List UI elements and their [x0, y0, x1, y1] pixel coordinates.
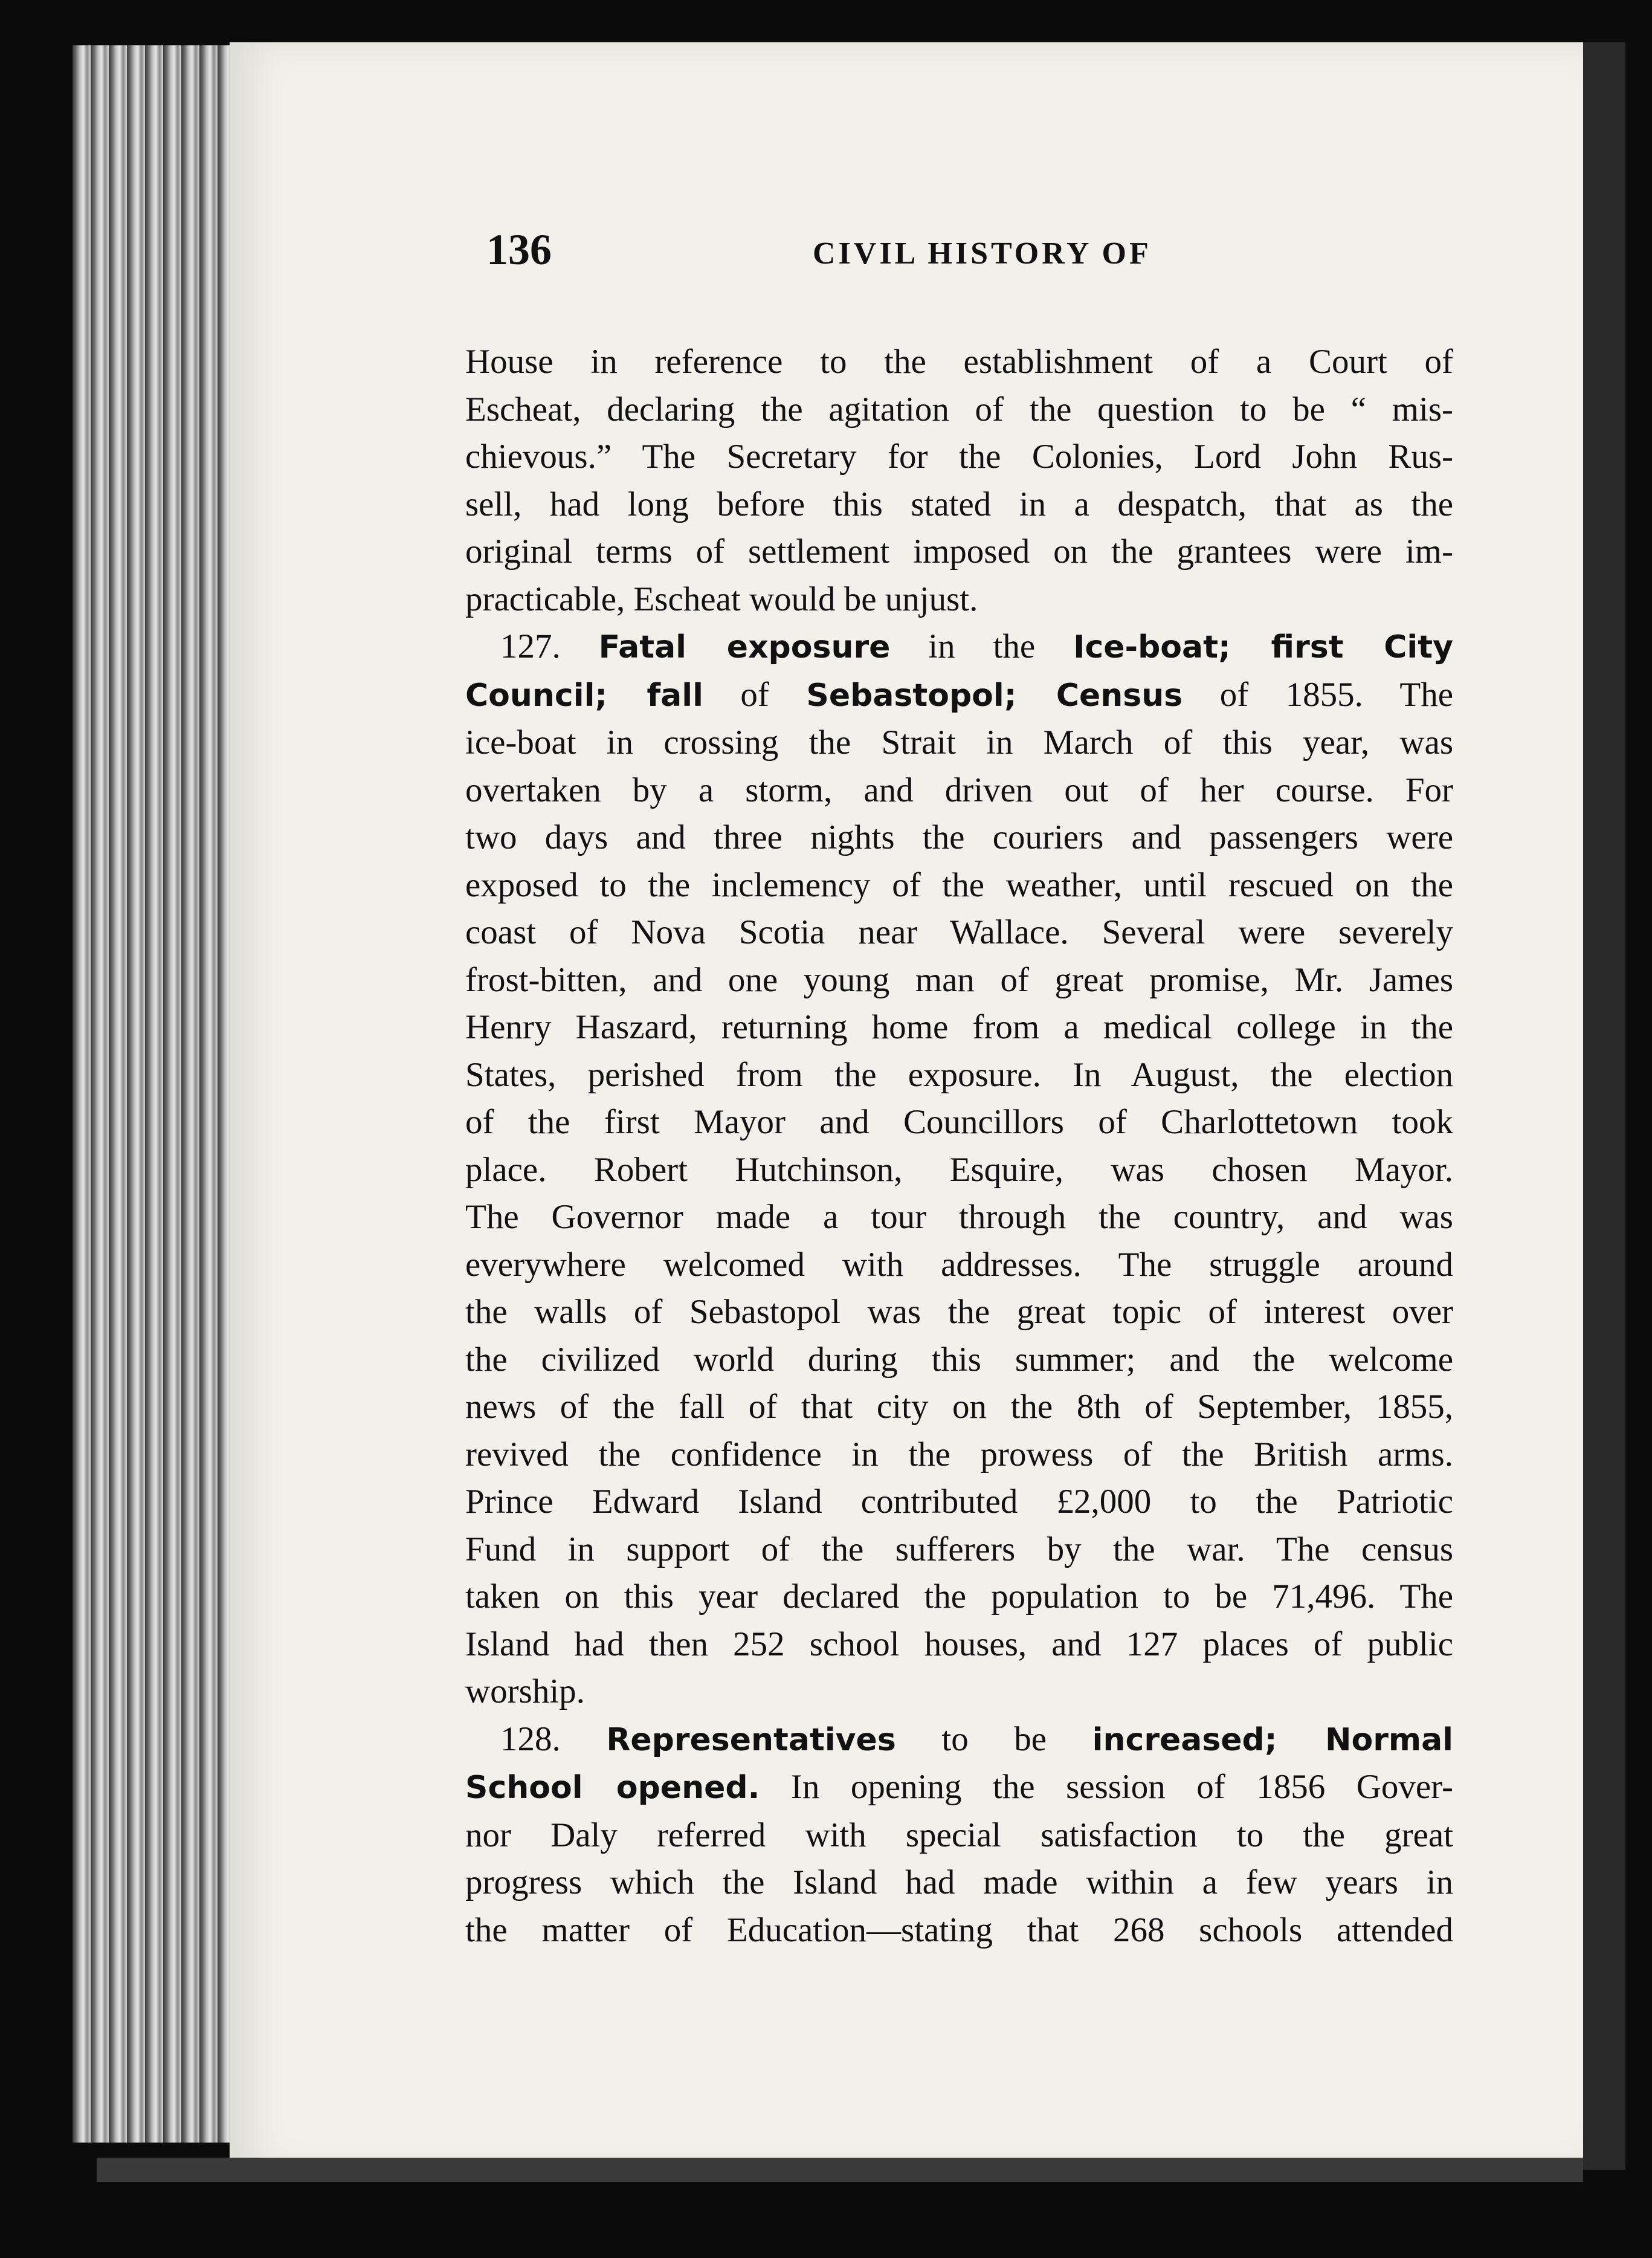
text-line: ice-boat in crossing the Strait in March of this year, was — [465, 723, 1453, 762]
text-line: Henry Haszard, returning home from a medical college in the — [465, 1008, 1453, 1046]
text-line: worship. — [465, 1672, 585, 1710]
text-line: news of the fall of that city on the 8th of September, 1855, — [465, 1388, 1453, 1426]
text-run: to be — [895, 1719, 1092, 1758]
section-number: 127. — [500, 627, 561, 665]
section-heading-sebastopol: Sebastopol; Census — [806, 677, 1183, 714]
text-line: everywhere welcomed with addresses. The struggle around — [465, 1245, 1453, 1284]
text-line: House in reference to the establishment of a Court of — [465, 343, 1453, 381]
text-run: in the — [890, 627, 1074, 665]
section-heading-increased: increased; Normal — [1092, 1721, 1454, 1758]
page-edges — [73, 45, 254, 2143]
text-line: nor Daly referred with special satisfaction to the great — [465, 1816, 1453, 1854]
page-number: 136 — [486, 225, 552, 274]
text-line: Fund in support of the sufferers by the war. The census — [465, 1530, 1453, 1568]
section-heading-council: Council; fall — [465, 677, 703, 714]
section-heading-representatives: Representatives — [606, 1721, 896, 1758]
section-128-heading-line-1 — [465, 1716, 1453, 1764]
text-line: Prince Edward Island contributed £2,000 to the Patriotic — [465, 1483, 1453, 1521]
section-heading-fatal-exposure: Fatal exposure — [598, 629, 891, 665]
text-run: In opening the session of 1856 Gover- — [760, 1768, 1453, 1806]
section-heading-school-opened: School opened. — [465, 1770, 760, 1806]
running-head: CIVIL HISTORY OF — [813, 236, 1152, 271]
text-line: Escheat, declaring the agitation of the question to be “ mis- — [465, 390, 1453, 429]
text-line: the matter of Education—stating that 268 schools attended — [465, 1910, 1453, 1949]
right-shadow — [1583, 42, 1625, 2170]
text-line: taken on this year declared the population to be 71,496. The — [465, 1577, 1453, 1616]
section-127-heading-line-1 — [465, 623, 1453, 671]
text-line: the walls of Sebastopol was the great topic of interest over — [465, 1293, 1453, 1331]
body-text — [465, 338, 1453, 1954]
text-line: exposed to the inclemency of the weather, until rescued on the — [465, 865, 1453, 904]
text-line: sell, had long before this stated in a despatch, that as the — [465, 485, 1453, 523]
text-line: place. Robert Hutchinson, Esquire, was chosen Mayor. — [465, 1150, 1453, 1189]
text-line: coast of Nova Scotia near Wallace. Several were severely — [465, 913, 1453, 951]
text-line: of the first Mayor and Councillors of Charlottetown took — [465, 1103, 1453, 1141]
text-line: practicable, Escheat would be unjust. — [465, 580, 978, 618]
section-128-heading-line-2 — [465, 1764, 1453, 1812]
text-run: of 1855. The — [1183, 675, 1453, 714]
text-line: original terms of settlement imposed on the grantees were im- — [465, 532, 1453, 571]
section-number: 128. — [500, 1719, 561, 1758]
section-127-heading-line-2 — [465, 671, 1453, 720]
page-header — [486, 225, 1441, 291]
text-line: overtaken by a storm, and driven out of her course. For — [465, 771, 1453, 809]
text-line: chievous.” The Secretary for the Colonies, Lord John Rus- — [465, 438, 1453, 476]
text-run: of — [703, 675, 807, 714]
text-line: two days and three nights the couriers and passengers were — [465, 818, 1453, 856]
text-line: the civilized world during this summer; and the welcome — [465, 1340, 1453, 1379]
text-line: Island had then 252 school houses, and 127 places of public — [465, 1625, 1453, 1663]
text-line: frost-bitten, and one young man of great promise, Mr. James — [465, 960, 1453, 999]
bottom-shadow — [97, 2158, 1583, 2182]
text-line: The Governor made a tour through the country, and was — [465, 1198, 1453, 1236]
section-heading-ice-boat: Ice-boat; first City — [1073, 629, 1454, 665]
text-line: progress which the Island had made within a few years in — [465, 1863, 1453, 1901]
text-line: revived the confidence in the prowess of the British arms. — [465, 1435, 1453, 1474]
text-line: States, perished from the exposure. In August, the election — [465, 1055, 1453, 1094]
